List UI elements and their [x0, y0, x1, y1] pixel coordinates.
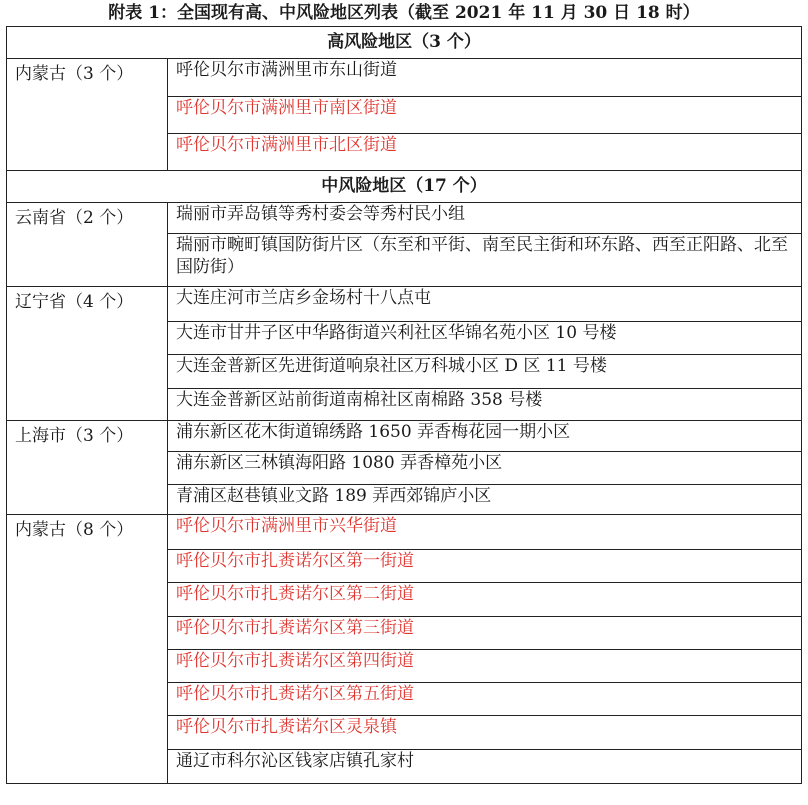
location-cell: 呼伦贝尔市扎赉诺尔区第一街道 — [168, 550, 802, 583]
high-risk-header-row — [7, 27, 802, 59]
location-cell: 呼伦贝尔市满洲里市东山街道 — [168, 59, 802, 97]
table-row — [7, 287, 802, 322]
location-cell: 呼伦贝尔市扎赉诺尔区第五街道 — [168, 683, 802, 716]
province-cell: 上海市（3 个） — [7, 421, 168, 515]
medium-risk-header: 中风险地区（17 个） — [7, 171, 802, 203]
location-cell: 呼伦贝尔市扎赉诺尔区灵泉镇 — [168, 716, 802, 750]
location-cell: 呼伦贝尔市满洲里市南区街道 — [168, 97, 802, 134]
province-cell: 辽宁省（4 个） — [7, 287, 168, 421]
province-cell: 内蒙古（8 个） — [7, 515, 168, 784]
location-cell: 呼伦贝尔市扎赉诺尔区第四街道 — [168, 650, 802, 683]
location-cell: 大连金普新区站前街道南棉社区南棉路 358 号楼 — [168, 389, 802, 421]
location-cell: 浦东新区花木街道锦绣路 1650 弄香梅花园一期小区 — [168, 421, 802, 452]
location-cell: 呼伦贝尔市满洲里市北区街道 — [168, 134, 802, 171]
location-cell: 大连金普新区先进街道响泉社区万科城小区 D 区 11 号楼 — [168, 355, 802, 389]
province-cell: 云南省（2 个） — [7, 203, 168, 287]
location-cell: 大连庄河市兰店乡金场村十八点屯 — [168, 287, 802, 322]
table-title: 附表 1：全国现有高、中风险地区列表（截至 2021 年 11 月 30 日 18 时） — [108, 3, 700, 23]
location-cell: 通辽市科尔沁区钱家店镇孔家村 — [168, 750, 802, 784]
medium-risk-header-row — [7, 171, 802, 203]
table-row — [7, 421, 802, 452]
location-cell: 瑞丽市畹町镇国防街片区（东至和平街、南至民主街和环东路、西至正阳路、北至国防街） — [168, 234, 802, 287]
risk-area-table — [6, 26, 802, 784]
location-cell: 呼伦贝尔市满洲里市兴华街道 — [168, 515, 802, 550]
location-cell: 呼伦贝尔市扎赉诺尔区第三街道 — [168, 617, 802, 650]
province-cell: 内蒙古（3 个） — [7, 59, 168, 171]
location-cell: 呼伦贝尔市扎赉诺尔区第二街道 — [168, 583, 802, 617]
high-risk-header: 高风险地区（3 个） — [7, 27, 802, 59]
table-row — [7, 59, 802, 97]
location-cell: 浦东新区三林镇海阳路 1080 弄香樟苑小区 — [168, 452, 802, 485]
location-cell: 瑞丽市弄岛镇等秀村委会等秀村民小组 — [168, 203, 802, 234]
table-row — [7, 203, 802, 234]
location-cell: 大连市甘井子区中华路街道兴利社区华锦名苑小区 10 号楼 — [168, 322, 802, 355]
location-cell: 青浦区赵巷镇业文路 189 弄西郊锦庐小区 — [168, 485, 802, 515]
table-row — [7, 515, 802, 550]
